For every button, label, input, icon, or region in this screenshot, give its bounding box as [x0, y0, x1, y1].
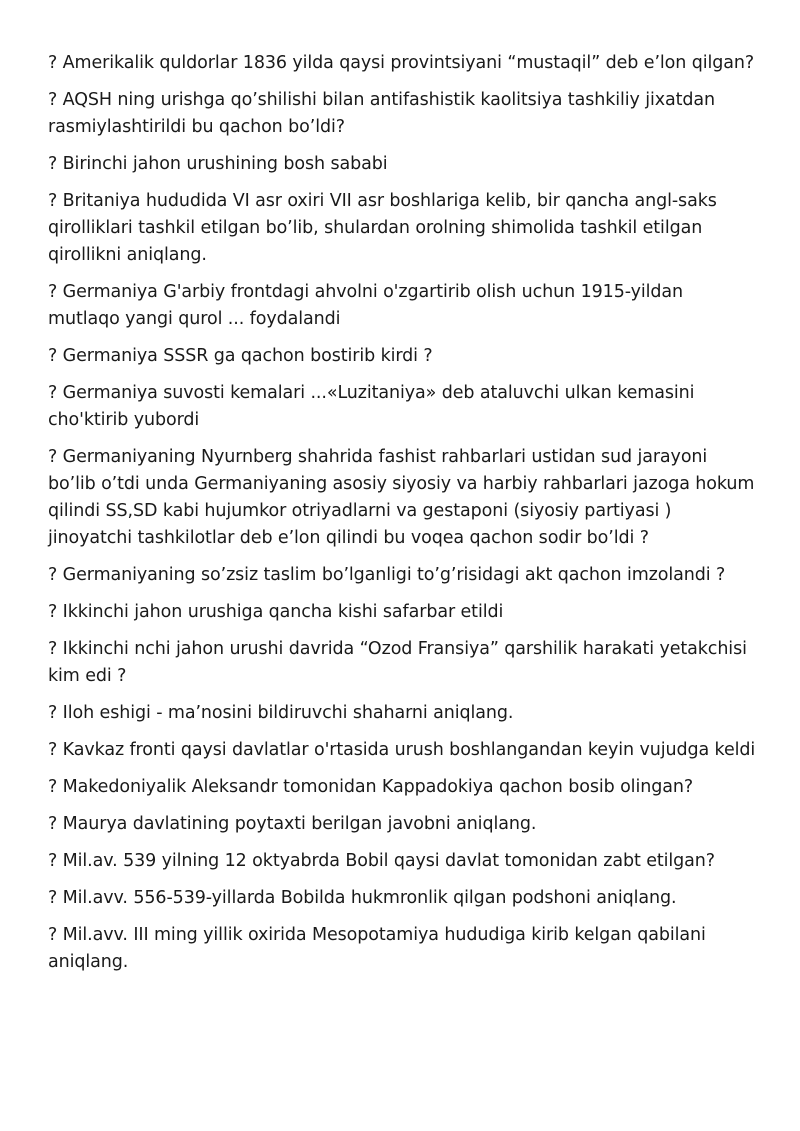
question-item: ? Mil.avv. 556-539-yillarda Bobilda hukmronlik qilgan podshoni aniqlang. [48, 888, 677, 908]
question-item: ? Makedoniyalik Aleksandr tomonidan Kappadokiya qachon bosib olingan? [48, 777, 694, 797]
question-item: ? Germaniya G'arbiy frontdagi ahvolni o'zgartirib olish uchun 1915-yildan mutlaqo yangi qurol ... foydalandi [48, 282, 684, 329]
question-item: ? Germaniya SSSR ga qachon bostirib kirdi ? [48, 346, 433, 366]
question-item: ? Kavkaz fronti qaysi davlatlar o'rtasida urush boshlangandan keyin vujudga keldi [48, 740, 756, 760]
question-item: ? Germaniyaning so’zsiz taslim bo’lganligi to’g’risidagi akt qachon imzolandi ? [48, 565, 726, 585]
question-item: ? Germaniyaning Nyurnberg shahrida fashist rahbarlari ustidan sud jarayoni bo’lib o’tdi unda Germaniyaning asosiy siyosiy va harbiy rahbarlari jazoga hokum qilindi SS,SD kabi hujumkor otriyadlarni va gestaponi (siyosiy partiyasi ) jinoyatchi tashkilotlar deb e’lon qilindi bu voqea qachon sodir bo’ldi ? [48, 447, 755, 548]
question-item: ? Ikkinchi nchi jahon urushi davrida “Ozod Fransiya” qarshilik harakati yetakchisi kim edi ? [48, 639, 747, 686]
question-item: ? Maurya davlatining poytaxti berilgan javobni aniqlang. [48, 814, 537, 834]
question-item: ? Amerikalik quldorlar 1836 yilda qaysi provintsiyani “mustaqil” deb e’lon qilgan? [48, 53, 755, 73]
question-item: ? Ikkinchi jahon urushiga qancha kishi safarbar etildi [48, 602, 504, 622]
question-item: ? Iloh eshigi - ma’nosini bildiruvchi shaharni aniqlang. [48, 703, 514, 723]
question-item: ? Birinchi jahon urushining bosh sababi [48, 154, 388, 174]
question-item: ? Mil.avv. III ming yillik oxirida Mesopotamiya hududiga kirib kelgan qabilani aniqlang. [48, 925, 706, 972]
question-item: ? Mil.av. 539 yilning 12 oktyabrda Bobil qaysi davlat tomonidan zabt etilgan? [48, 851, 715, 871]
question-item: ? Britaniya hududida VI asr oxiri VII asr boshlariga kelib, bir qancha angl-saks qirolliklari tashkil etilgan bo’lib, shulardan orolning shimolida tashkil etilgan qirollikni aniqlang. [48, 191, 717, 265]
question-item: ? Germaniya suvosti kemalari ...«Luzitaniya» deb ataluvchi ulkan kemasini cho'ktirib yubordi [48, 383, 695, 430]
question-item: ? AQSH ning urishga qo’shilishi bilan antifashistik kaolitsiya tashkiliy jixatdan rasmiylashtirildi bu qachon bo’ldi? [48, 90, 716, 137]
question-list [48, 50, 760, 986]
